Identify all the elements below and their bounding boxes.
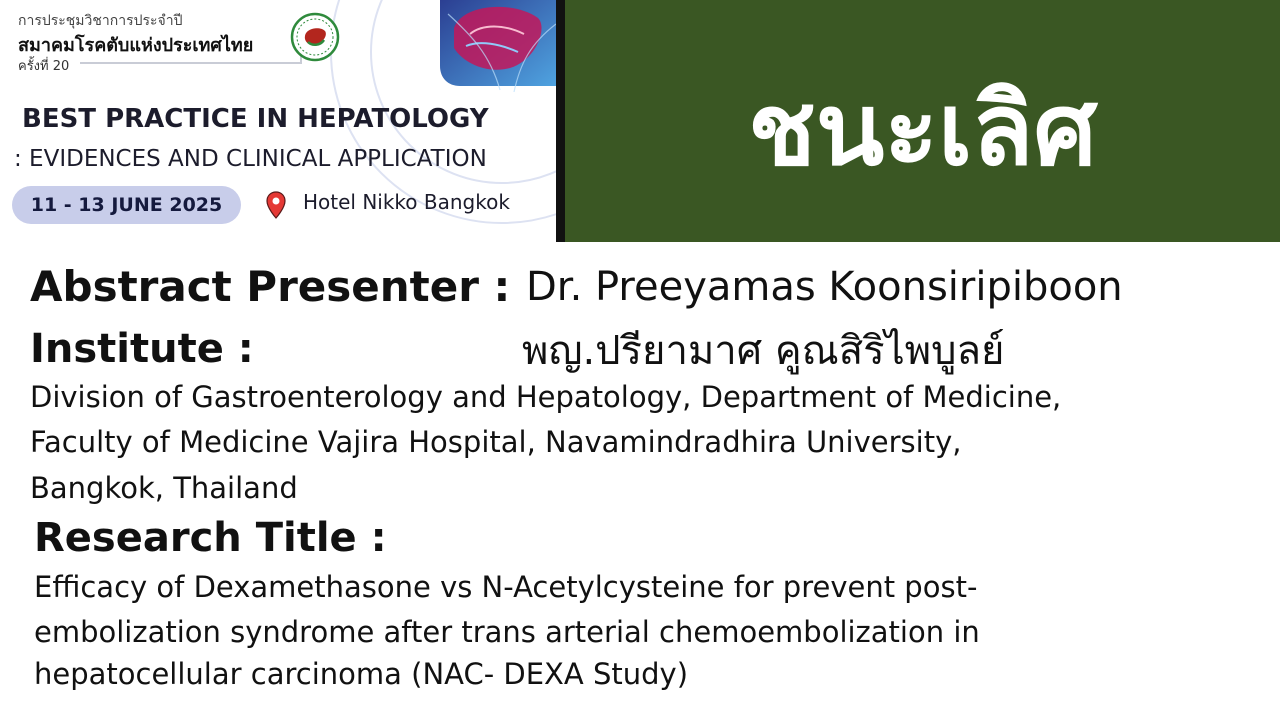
liver-illustration-icon bbox=[440, 0, 556, 92]
org-line-1: การประชุมวิชาการประจำปี bbox=[18, 13, 183, 29]
conference-subtitle: : EVIDENCES AND CLINICAL APPLICATION bbox=[14, 146, 487, 172]
presenter-name-th: พญ.ปรียามาศ คูณสิริไพบูลย์ bbox=[522, 328, 1005, 374]
research-title-label: Research Title : bbox=[34, 515, 387, 561]
conference-banner bbox=[0, 0, 556, 242]
institute-label: Institute : bbox=[30, 326, 254, 372]
institute-line: Faculty of Medicine Vajira Hospital, Navamindradhira University, bbox=[30, 425, 962, 459]
award-panel bbox=[556, 0, 1280, 242]
org-name: สมาคมโรคตับแห่งประเทศไทย bbox=[18, 35, 254, 56]
research-title-line: hepatocellular carcinoma (NAC- DEXA Study) bbox=[34, 657, 689, 691]
research-title-line: embolization syndrome after trans arterial chemoembolization in bbox=[34, 615, 980, 649]
org-divider bbox=[80, 62, 302, 64]
conference-date-badge: 11 - 13 JUNE 2025 bbox=[12, 186, 241, 224]
conference-title: BEST PRACTICE IN HEPATOLOGY bbox=[22, 104, 489, 134]
association-logo-icon bbox=[290, 12, 340, 62]
presenter-name-en: Dr. Preeyamas Koonsiripiboon bbox=[526, 264, 1123, 310]
institute-line: Division of Gastroenterology and Hepatology, Department of Medicine, bbox=[30, 380, 1062, 414]
research-title-line: Efficacy of Dexamethasone vs N-Acetylcysteine for prevent post- bbox=[34, 570, 978, 604]
map-pin-icon bbox=[266, 191, 286, 219]
institute-line: Bangkok, Thailand bbox=[30, 471, 298, 505]
conference-venue: Hotel Nikko Bangkok bbox=[303, 190, 510, 214]
award-label: ชนะเลิศ bbox=[748, 71, 1097, 188]
org-edition: ครั้งที่ 20 bbox=[18, 59, 70, 74]
presenter-label: Abstract Presenter : bbox=[30, 262, 511, 311]
